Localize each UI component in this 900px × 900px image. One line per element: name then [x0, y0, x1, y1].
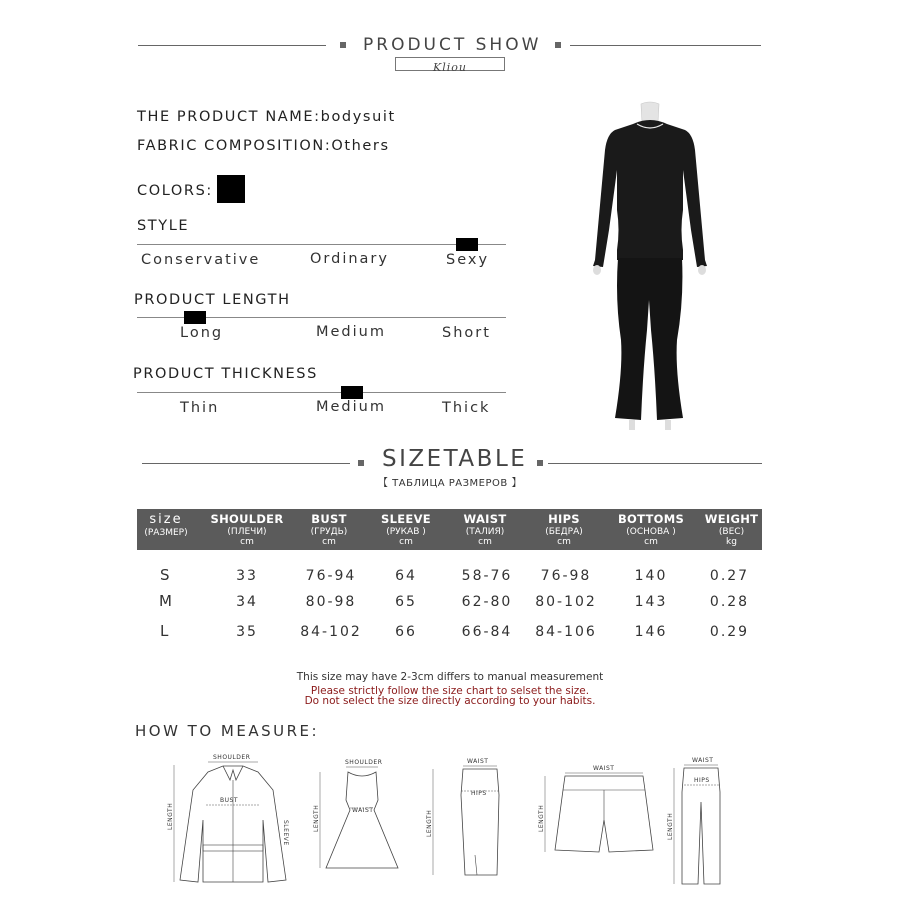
bottoms-cell: 143 — [634, 594, 668, 610]
col-bottoms: BOTTOMS (ОСНОВА ) cm — [617, 512, 685, 547]
header-line-left — [138, 45, 326, 46]
shorts-measure-diagram — [535, 760, 670, 875]
sizetable-line-right — [548, 463, 762, 464]
measurement-note: This size may have 2-3cm differs to manual measurement — [296, 671, 604, 683]
shoulder-cell: 33 — [236, 568, 258, 584]
warning-line-2: Do not select the size directly according to your habits. — [304, 695, 596, 707]
style-title: STYLE — [137, 218, 190, 234]
skirt-measure-diagram — [425, 755, 515, 885]
fabric-label: FABRIC COMPOSITION: — [137, 138, 332, 154]
brand-name: Kliou — [433, 61, 467, 74]
length-option-medium: Medium — [316, 324, 386, 340]
weight-cell: 0.27 — [709, 568, 750, 584]
sleeve-cell: 64 — [395, 568, 417, 584]
length-label: LENGTH — [667, 812, 674, 840]
col-waist: WAIST (ТАЛИЯ) cm — [463, 512, 507, 547]
shoulder-cell: 34 — [236, 594, 258, 610]
sizetable-bullet-right — [537, 460, 543, 466]
fabric-value: Others — [331, 138, 390, 154]
bottoms-cell: 146 — [634, 624, 668, 640]
col-bust: BUST (ГРУДЬ) cm — [310, 512, 348, 547]
color-swatch-black[interactable] — [217, 175, 245, 203]
bust-cell: 76-94 — [305, 568, 357, 584]
hips-label: HIPS — [694, 777, 710, 784]
style-marker — [456, 238, 478, 251]
size-table-header — [137, 509, 762, 550]
sizetable-title: SIZETABLE — [382, 446, 528, 472]
brand-box — [395, 57, 505, 74]
shoulder-label: SHOULDER — [213, 754, 251, 761]
length-option-long: Long — [180, 325, 224, 341]
warning-line-1: Please strictly follow the size chart to selset the size. — [310, 685, 590, 697]
bust-label: BUST — [220, 797, 238, 804]
weight-cell: 0.28 — [709, 594, 750, 610]
hips-label: HIPS — [471, 790, 487, 797]
length-label: LENGTH — [313, 804, 320, 832]
header-line-right — [570, 45, 761, 46]
waist-label: WAIST — [467, 758, 489, 765]
weight-cell: 0.29 — [709, 624, 750, 640]
bust-cell: 84-102 — [300, 624, 362, 640]
sleeve-cell: 65 — [395, 594, 417, 610]
waist-cell: 62-80 — [461, 594, 513, 610]
shoulder-label: SHOULDER — [345, 759, 383, 766]
dress-measure-diagram — [310, 750, 410, 880]
how-to-measure-title: HOW TO MEASURE: — [135, 722, 320, 740]
length-marker — [184, 311, 206, 324]
pants-measure-diagram — [662, 752, 742, 892]
length-label: LENGTH — [167, 802, 174, 830]
style-option-ordinary: Ordinary — [310, 251, 389, 267]
shoulder-cell: 35 — [236, 624, 258, 640]
header-bullet-left — [340, 42, 346, 48]
hips-cell: 84-106 — [535, 624, 597, 640]
waist-cell: 58-76 — [461, 568, 513, 584]
size-cell: L — [160, 622, 169, 640]
thickness-marker — [341, 386, 363, 399]
col-weight: WEIGHT (ВЕС) kg — [704, 512, 759, 547]
col-sleeve: SLEEVE (РУКАВ ) cm — [381, 512, 431, 547]
col-size: size (РАЗМЕР) — [144, 512, 188, 538]
bust-cell: 80-98 — [305, 594, 357, 610]
size-cell: S — [160, 566, 170, 584]
fabric-row — [137, 138, 390, 154]
jacket-measure-diagram — [168, 750, 298, 890]
page-title: PRODUCT SHOW — [363, 35, 542, 55]
size-cell: M — [159, 592, 172, 610]
bottoms-cell: 140 — [634, 568, 668, 584]
style-scale-line — [137, 244, 506, 245]
thickness-option-medium: Medium — [316, 399, 386, 415]
colors-label: COLORS: — [137, 183, 213, 199]
hips-cell: 76-98 — [540, 568, 592, 584]
sleeve-label: SLEEVE — [282, 820, 289, 846]
thickness-scale-line — [137, 392, 506, 393]
col-hips: HIPS (БЕДРА) cm — [545, 512, 583, 547]
thickness-title: PRODUCT THICKNESS — [133, 366, 318, 382]
product-image — [585, 100, 715, 435]
hips-cell: 80-102 — [535, 594, 597, 610]
length-label: LENGTH — [538, 804, 545, 832]
waist-label: WAIST — [692, 757, 714, 764]
waist-label: WAIST — [593, 765, 615, 772]
thickness-option-thick: Thick — [442, 400, 491, 416]
length-title: PRODUCT LENGTH — [134, 292, 291, 308]
header-bullet-right — [555, 42, 561, 48]
product-name-row — [137, 109, 396, 125]
style-option-conservative: Conservative — [141, 252, 261, 268]
sizetable-bullet-left — [358, 460, 364, 466]
length-label: LENGTH — [426, 809, 433, 837]
waist-label: WAIST — [352, 807, 374, 814]
style-option-sexy: Sexy — [446, 252, 490, 268]
col-shoulder: SHOULDER (ПЛЕЧИ) cm — [210, 512, 284, 547]
length-option-short: Short — [442, 325, 491, 341]
product-name-label: THE PRODUCT NAME: — [137, 109, 321, 125]
product-name-value: bodysuit — [320, 109, 396, 125]
sizetable-subtitle: 【 ТАБЛИЦА РАЗМЕРОВ 】 — [378, 478, 522, 489]
sleeve-cell: 66 — [395, 624, 417, 640]
waist-cell: 66-84 — [461, 624, 513, 640]
sizetable-line-left — [142, 463, 350, 464]
thickness-option-thin: Thin — [180, 400, 220, 416]
